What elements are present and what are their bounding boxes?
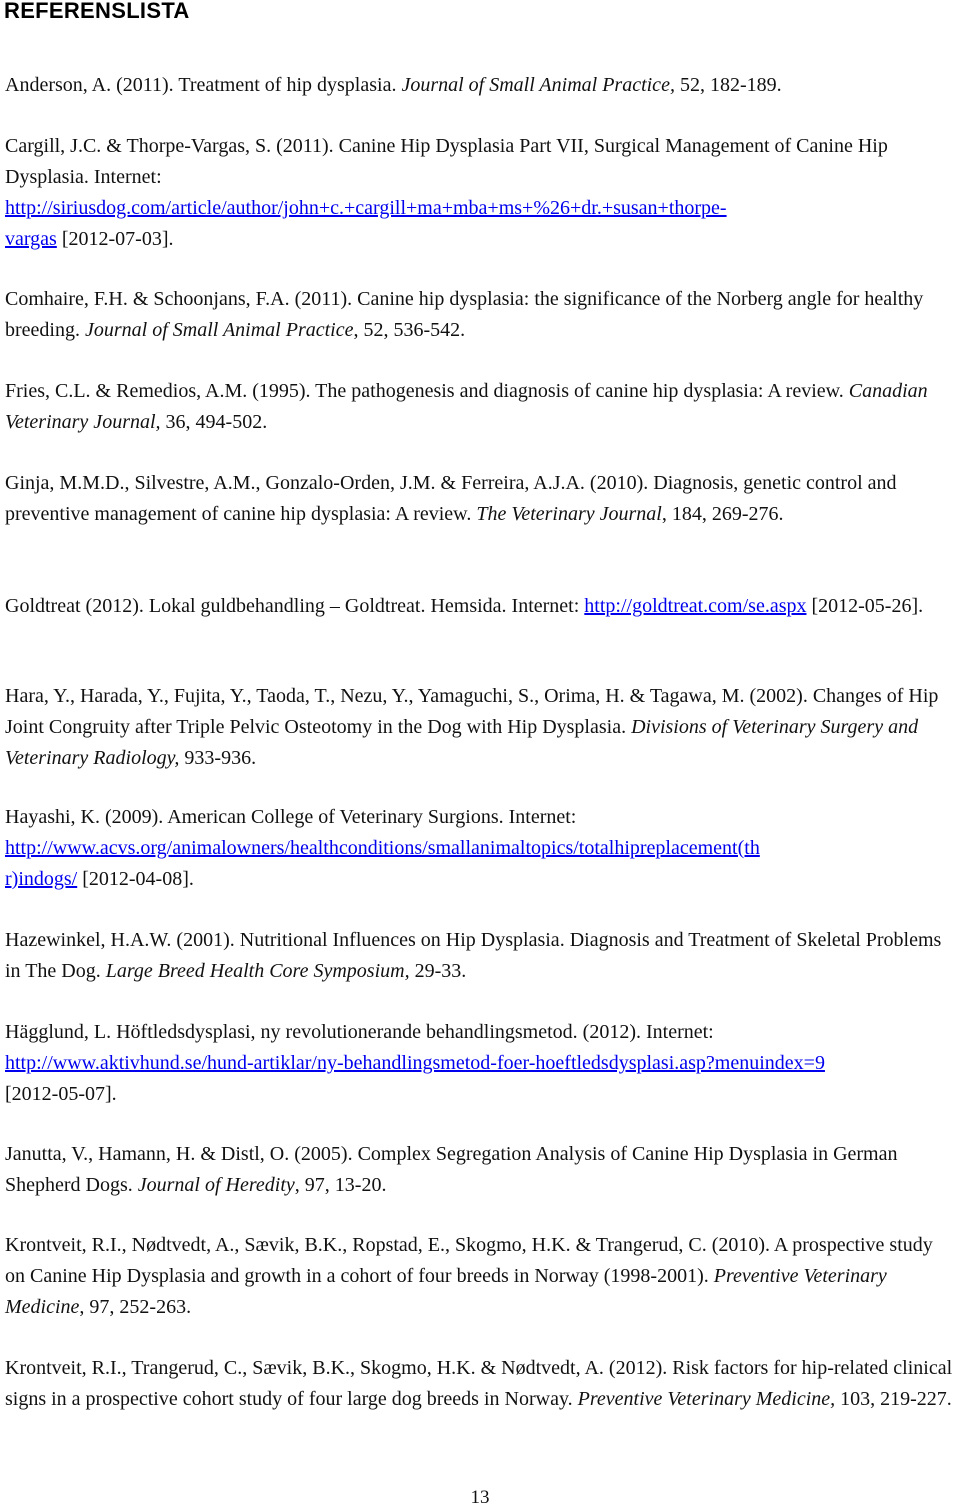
reference-fries-1995 [5,376,955,438]
journal-title: Preventive Veterinary Medicine [5,1265,887,1318]
reference-text: Goldtreat (2012). Lokal guldbehandling – Goldtreat. Hemsida. Internet: [5,595,585,617]
journal-title: Preventive Veterinary Medicine, [577,1388,836,1410]
reference-details: 52, 182-189. [674,74,782,96]
reference-link[interactable]: http://goldtreat.com/se.aspx [584,595,807,617]
reference-link-continued[interactable]: r)indogs/ [5,868,78,890]
reference-details: 103, 219-227. [835,1388,952,1410]
reference-details: , 97, 252-263. [79,1296,192,1318]
reference-janutta-2005 [5,1139,955,1201]
reference-details: , 97, 13-20. [294,1174,387,1196]
reference-hagglund-2012 [5,1017,955,1110]
reference-cargill-2011 [5,131,955,255]
reference-link[interactable]: http://www.acvs.org/animalowners/healthconditions/smallanimaltopics/totalhipreplacement(th [5,837,760,859]
reference-text: Anderson, A. (2011). Treatment of hip dysplasia. [5,74,402,96]
reference-link[interactable]: http://siriusdog.com/article/author/john+c.+cargill+ma+mba+ms+%26+dr.+susan+thorpe- [5,197,727,219]
reference-comhaire-2011 [5,284,955,346]
reference-krontveit-2012 [5,1353,955,1415]
journal-title: Divisions of Veterinary Surgery and Veterinary Radiology, [5,716,919,769]
journal-title: Large Breed Health Core Symposium, [105,960,410,982]
reference-details: 29-33. [409,960,467,982]
journal-title: Journal of Small Animal Practice, [401,74,675,96]
page-heading: REFERENSLISTA [4,0,190,23]
reference-text: Krontveit, R.I., Nødtvedt, A., Sævik, B.K., Ropstad, E., Skogmo, H.K. & Trangerud, C. (2010). A prospective study on Canine Hip Dysplasia and growth in a cohort of four breeds in Norway (1998-2001). [5,1234,933,1287]
reference-text: Hayashi, K. (2009). American College of Veterinary Surgions. Internet: [5,806,577,828]
reference-hazewinkel-2001 [5,925,955,987]
reference-text: Cargill, J.C. & Thorpe-Vargas, S. (2011). Canine Hip Dysplasia Part VII, Surgical Management of Canine Hip Dysplasia. Internet: [5,135,888,188]
reference-text: Fries, C.L. & Remedios, A.M. (1995). The pathogenesis and diagnosis of canine hip dysplasia: A review. [5,380,849,402]
reference-hara-2002 [5,681,955,774]
access-date: [2012-04-08]. [77,868,194,890]
reference-text: Ginja, M.M.D., Silvestre, A.M., Gonzalo-Orden, J.M. & Ferreira, A.J.A. (2010). Diagnosis, genetic control and preventive management of canine hip dysplasia: A review. [5,472,897,525]
reference-krontveit-2010 [5,1230,955,1323]
journal-title: The Veterinary Journal [476,503,662,525]
reference-anderson-2011 [5,70,955,101]
reference-text: Hara, Y., Harada, Y., Fujita, Y., Taoda, T., Nezu, Y., Yamaguchi, S., Orima, H. & Tagawa, M. (2002). Changes of Hip Joint Congruity after Triple Pelvic Osteotomy in the Dog with Hip Dysplasia. [5,685,939,738]
reference-text: Krontveit, R.I., Trangerud, C., Sævik, B.K., Skogmo, H.K. & Nødtvedt, A. (2012). Risk factors for hip-related clinical signs in a prospective cohort study of four large dog breeds in Norway. [5,1357,953,1410]
reference-goldtreat-2012 [5,591,955,622]
reference-text: Hazewinkel, H.A.W. (2001). Nutritional Influences on Hip Dysplasia. Diagnosis and Treatment of Skeletal Problems in The Dog. [5,929,942,982]
access-date: [2012-05-07]. [5,1083,117,1105]
page-number: 13 [470,1487,490,1508]
reference-details: , 184, 269-276. [661,503,784,525]
reference-details: , 52, 536-542. [353,319,466,341]
reference-details: 36, 494-502. [160,411,268,433]
access-date: [2012-07-03]. [56,228,174,250]
reference-link-continued[interactable]: vargas [5,228,57,250]
reference-text: Hägglund, L. Höftledsdysplasi, ny revolutionerande behandlingsmetod. (2012). Internet: [5,1021,714,1043]
journal-title: Canadian Veterinary Journal, [5,380,928,433]
reference-text: Janutta, V., Hamann, H. & Distl, O. (2005). Complex Segregation Analysis of Canine Hip Dysplasia in German Shepherd Dogs. [5,1143,898,1196]
reference-link[interactable]: http://www.aktivhund.se/hund-artiklar/ny-behandlingsmetod-foer-hoeftledsdysplasi.asp?menuindex=9 [5,1052,825,1074]
reference-hayashi-2009 [5,802,955,895]
reference-ginja-2010 [5,468,955,530]
reference-text: Comhaire, F.H. & Schoonjans, F.A. (2011). Canine hip dysplasia: the significance of the Norberg angle for healthy breeding. [5,288,924,341]
reference-details: 933-936. [179,747,257,769]
journal-title: Journal of Heredity [137,1174,295,1196]
access-date: [2012-05-26]. [806,595,924,617]
journal-title: Journal of Small Animal Practice [84,319,354,341]
